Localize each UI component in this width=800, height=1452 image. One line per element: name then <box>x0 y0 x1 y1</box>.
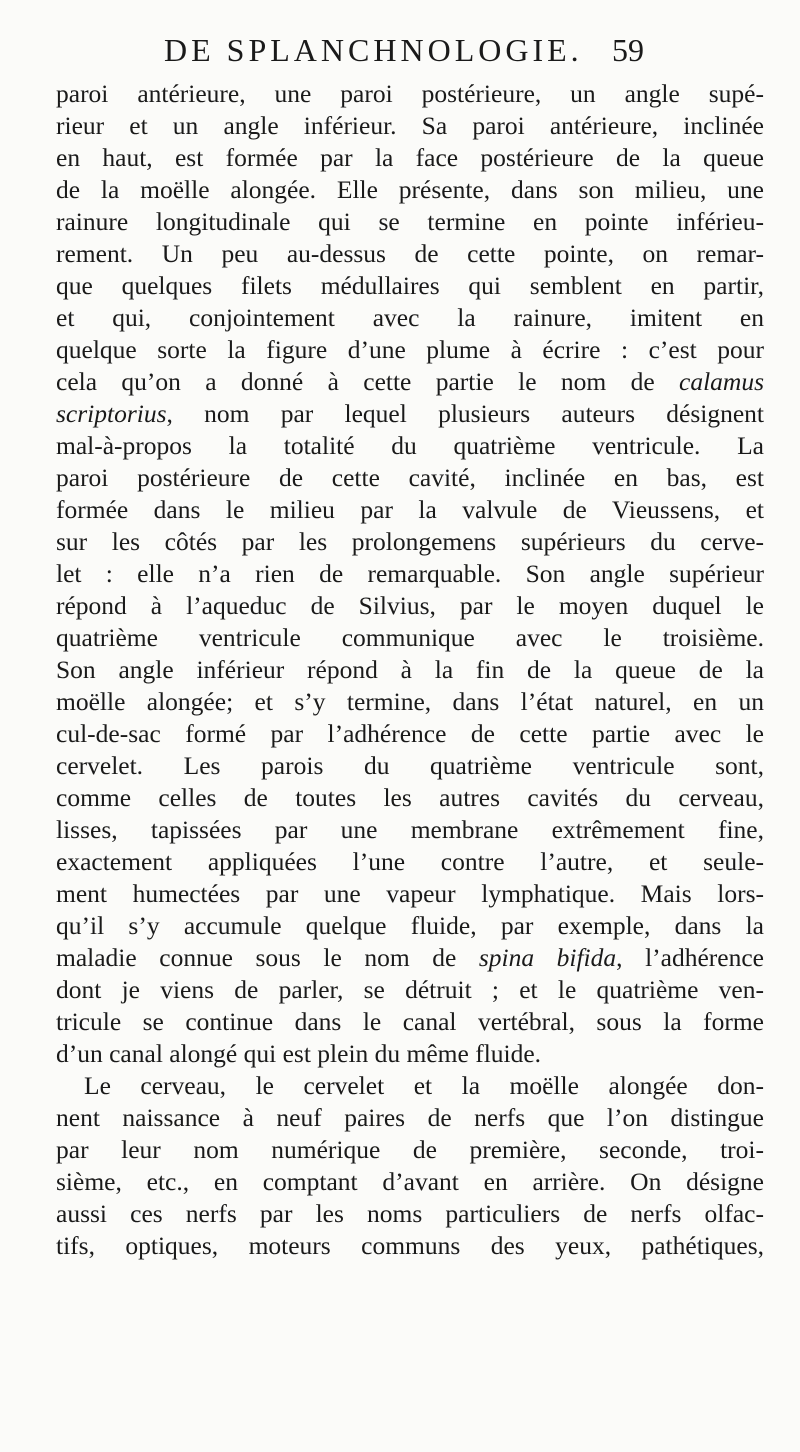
text-line <box>56 814 764 846</box>
text-segment: quatrième ventricule communique avec le troisième. <box>56 623 764 652</box>
text-line <box>56 526 764 558</box>
text-segment: rainure longitudinale qui se termine en pointe inférieu- <box>56 207 764 236</box>
text-segment: exactement appliquées l’une contre l’autre, et seule- <box>56 847 764 876</box>
text-line <box>56 974 764 1006</box>
italic-term: scriptorius <box>56 399 167 428</box>
text-line <box>56 750 764 782</box>
text-line <box>56 846 764 878</box>
text-line <box>56 206 764 238</box>
text-line <box>56 942 764 974</box>
text-segment: formée dans le milieu par la valvule de Vieussens, et <box>56 495 764 524</box>
running-head <box>164 22 644 74</box>
text-line <box>56 302 764 334</box>
text-segment: ment humectées par une vapeur lymphatique. Mais lors- <box>56 879 764 908</box>
text-segment: lisses, tapissées par une membrane extrêmement fine, <box>56 815 764 844</box>
text-line <box>56 782 764 814</box>
text-segment: mal-à-propos la totalité du quatrième ventricule. La <box>56 431 764 460</box>
text-segment: tricule se continue dans le canal vertébral, sous la forme <box>56 1007 764 1036</box>
text-line <box>56 718 764 750</box>
text-line <box>56 686 764 718</box>
text-line <box>56 1134 764 1166</box>
italic-term: calamus <box>679 367 764 396</box>
text-line <box>56 366 764 398</box>
text-line <box>56 1006 764 1038</box>
text-line <box>56 1038 764 1070</box>
text-segment: par leur nom numérique de première, seconde, troi- <box>56 1135 764 1164</box>
text-segment: nent naissance à neuf paires de nerfs que l’on distingue <box>56 1103 764 1132</box>
text-segment: rieur et un angle inférieur. Sa paroi antérieure, inclinée <box>56 111 764 140</box>
text-segment: d’un canal alongé qui est plein du même fluide. <box>56 1039 542 1068</box>
text-segment: quelque sorte la figure d’une plume à écrire : c’est pour <box>56 335 764 364</box>
text-segment: et qui, conjointement avec la rainure, imitent en <box>56 303 764 332</box>
page-number: 59 <box>612 32 644 68</box>
text-line <box>56 494 764 526</box>
text-line <box>56 654 764 686</box>
text-segment: , l’adhérence <box>616 943 764 972</box>
text-segment: de la moëlle alongée. Elle présente, dans son milieu, une <box>56 175 764 204</box>
text-segment: cul-de-sac formé par l’adhérence de cette partie avec le <box>56 719 764 748</box>
text-line <box>56 110 764 142</box>
text-segment: rement. Un peu au-dessus de cette pointe, on remar- <box>56 239 764 268</box>
text-line <box>56 1102 764 1134</box>
text-line <box>56 622 764 654</box>
text-segment: Le cerveau, le cervelet et la moëlle alongée don- <box>84 1071 764 1100</box>
text-line <box>56 1230 764 1262</box>
text-segment: moëlle alongée; et s’y termine, dans l’état naturel, en un <box>56 687 764 716</box>
text-line <box>56 1166 764 1198</box>
text-segment: paroi antérieure, une paroi postérieure, un angle supé- <box>56 79 764 108</box>
text-segment: en haut, est formée par la face postérieure de la queue <box>56 143 764 172</box>
text-line <box>56 398 764 430</box>
text-line <box>56 1070 764 1102</box>
text-line <box>56 238 764 270</box>
text-segment: paroi postérieure de cette cavité, inclinée en bas, est <box>56 463 764 492</box>
text-segment: Son angle inférieur répond à la fin de la queue de la <box>56 655 764 684</box>
text-segment: que quelques filets médullaires qui semblent en partir, <box>56 271 764 300</box>
body-text <box>56 78 764 1262</box>
text-segment: let : elle n’a rien de remarquable. Son angle supérieur <box>56 559 764 588</box>
text-line <box>56 334 764 366</box>
text-segment: cela qu’on a donné à cette partie le nom de <box>56 367 679 396</box>
text-line <box>56 910 764 942</box>
text-segment: comme celles de toutes les autres cavités du cerveau, <box>56 783 764 812</box>
text-segment: tifs, optiques, moteurs communs des yeux, pathétiques, <box>56 1231 764 1260</box>
text-line <box>56 142 764 174</box>
text-segment: dont je viens de parler, se détruit ; et le quatrième ven- <box>56 975 764 1004</box>
text-segment: sième, etc., en comptant d’avant en arrière. On désigne <box>56 1167 764 1196</box>
text-segment: aussi ces nerfs par les noms particuliers de nerfs olfac- <box>56 1199 764 1228</box>
text-segment: qu’il s’y accumule quelque fluide, par exemple, dans la <box>56 911 764 940</box>
text-line <box>56 174 764 206</box>
text-line <box>56 878 764 910</box>
text-line <box>56 430 764 462</box>
running-title: DE SPLANCHNOLOGIE. <box>164 32 583 68</box>
text-line <box>56 270 764 302</box>
italic-term: spina bifida <box>478 943 617 972</box>
text-line <box>56 78 764 110</box>
text-segment: sur les côtés par les prolongemens supérieurs du cerve- <box>56 527 764 556</box>
text-line <box>56 1198 764 1230</box>
text-line <box>56 462 764 494</box>
text-segment: , nom par lequel plusieurs auteurs désignent <box>166 399 764 428</box>
text-line <box>56 558 764 590</box>
text-segment: cervelet. Les parois du quatrième ventricule sont, <box>56 751 764 780</box>
text-segment: répond à l’aqueduc de Silvius, par le moyen duquel le <box>56 591 764 620</box>
text-segment: maladie connue sous le nom de <box>56 943 479 972</box>
text-line <box>56 590 764 622</box>
